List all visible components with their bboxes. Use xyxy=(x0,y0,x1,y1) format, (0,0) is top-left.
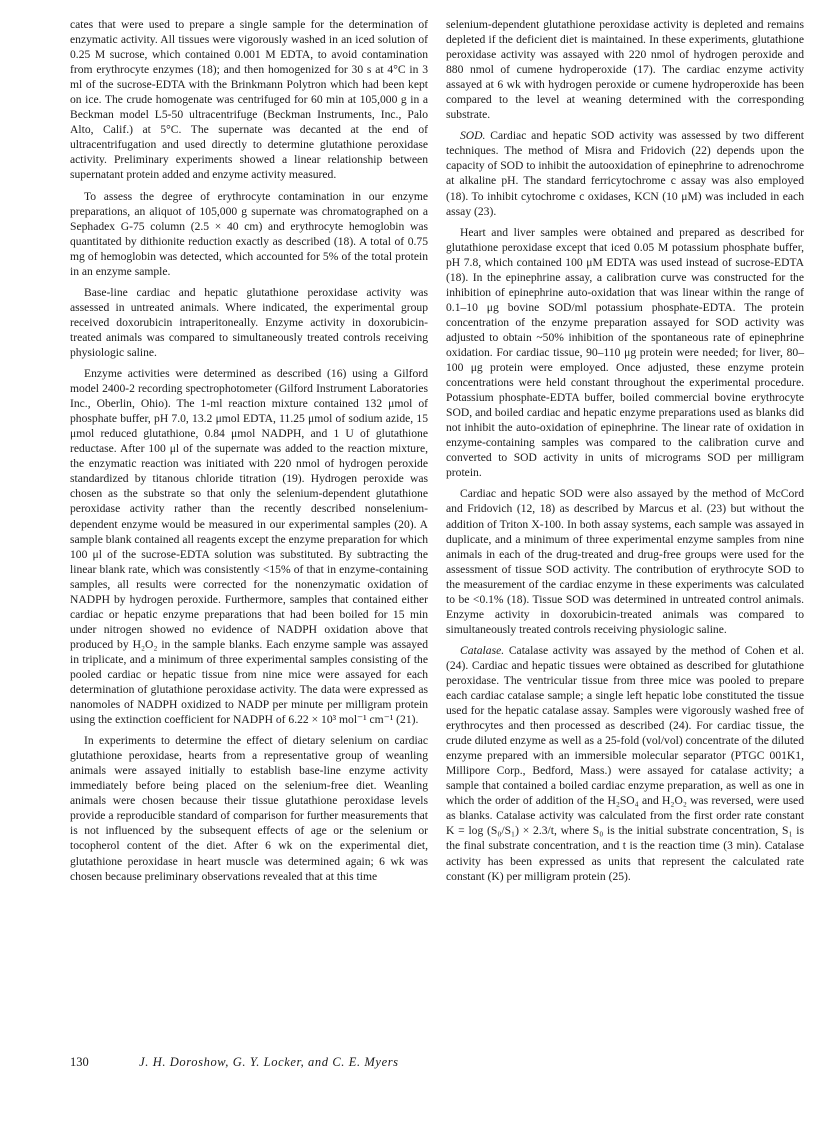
paragraph: selenium-dependent glutathione peroxidase activity is depleted and remains depleted if the deficient diet is maintained. In these experiments, glutathione peroxidase activity was assayed with 220 nmol of hydrogen peroxide and 880 nmol of cumene hydroperoxide (17). The cardiac enzyme activity assayed at 6 wk with hydrogen peroxide or cumene hydroperoxide has been compared to the level at weaning determined with the corresponding substrate. xyxy=(446,18,804,122)
paragraph: cates that were used to prepare a single sample for the determination of enzymatic activity. All tissues were vigorously washed in an iced solution of 0.25 M sucrose, which contained 0.001 M EDTA, to avoid contamination from erythrocyte enzymes (18); and then homogenized for 30 s at 4°C in 3 ml of the sucrose-EDTA with the Brinkmann Polytron which had been kept on ice. The crude homogenate was centrifuged for 60 min at 105,000 g in a Beckman model L5-50 ultracentrifuge (Beckman Instruments, Inc., Palo Alto, Calif.) at 5°C. The supernate was decanted at the end of ultracentrifugation and used directly to determine glutathione peroxidase activity. Preliminary experiments showed a linear relationship between supernatant protein added and enzyme activity measured. xyxy=(70,18,428,182)
catalase-heading: Catalase. xyxy=(460,643,505,657)
paragraph: To assess the degree of erythrocyte contamination in our enzyme preparations, an aliquot of 105,000 g supernate was chromatographed on a Sephadex G-75 column (2.5 × 40 cm) and erythrocyte hemoglobin was quantitated by dithionite reduction exactly as described (18). A total of 0.75 mg of hemoglobin was detected, which accounted for 5% of the total protein in an enzyme sample. xyxy=(70,189,428,278)
paragraph: Base-line cardiac and hepatic glutathione peroxidase activity was assessed in untreated animals. Where indicated, the experimental group received doxorubicin intraperitoneally. Enzyme activity in doxorubicin-treated animals was compared to simultaneously treated controls receiving physiologic saline. xyxy=(70,285,428,359)
right-column xyxy=(446,17,804,890)
paragraph: Enzyme activities were determined as described (16) using a Gilford model 2400-2 recording spectrophotometer (Gilford Instrument Laboratories Inc., Oberlin, Ohio). The 1-ml reaction mixture contained 132 μmol of phosphate buffer, pH 7.0, 13.2 μmol EDTA, 11.25 μmol of sodium azide, 15 μmol reduced glutathione, 0.84 μmol NADPH, and 1 U of glutathione reductase. After 100 μl of the supernate was added to the reaction mixture, the enzymatic reaction was initiated with 220 nmol of hydrogen peroxide standardized by titanous chloride titration (19). Hydrogen peroxide was chosen as the substrate so that only the selenium-dependent glutathione peroxidase activity rather than the recently described nonselenium-dependent enzyme would be measured in our experimental samples (20). A sample blank contained all reagents except the enzyme preparation for which 100 μl of the sucrose-EDTA solution was substituted. By subtracting the linear blank rate, which was consistently <15% of that in enzyme-containing samples, all results were corrected for the nonenzymatic oxidation of NADPH by hydrogen peroxide. Furthermore, samples that contained either cardiac or hepatic enzyme preparations that had been boiled for 15 min under nitrogen showed no evidence of NADPH oxidation above that produced by H₂O₂ in the sample blanks. Each enzyme sample was assayed in triplicate, and a minimum of three experimental samples consisting of the pooled cardiac or hepatic tissue from nine mice were assayed for each determination of glutathione peroxidase activity. The data were expressed as nanomoles of NADPH oxidized to NADP per minute per milligram protein using the extinction coefficient for NADPH of 6.22 × 10³ mol⁻¹ cm⁻¹ (21). xyxy=(70,367,428,727)
page-number: 130 xyxy=(70,1055,89,1069)
paragraph: In experiments to determine the effect of dietary selenium on cardiac glutathione peroxidase, hearts from a representative group of weanling animals were assayed initially to establish base-line enzyme activity immediately before being placed on the selenium-free diet. Weanling animals were chosen because their tissue glutathione peroxidase levels provide a reproducible standard of comparison for further measurements that is not influenced by the subsequent effects of age or the selenium or tocopherol content of the diet. After 6 wk on the experimental diet, glutathione peroxidase in heart muscle was determined again; 6 wk was chosen because preliminary observations revealed that at this time xyxy=(70,734,428,883)
page-footer xyxy=(70,1055,770,1070)
paragraph: Cardiac and hepatic SOD were also assayed by the method of McCord and Fridovich (12, 18) as described by Marcus et al. (23) but without the addition of Triton X-100. In both assay systems, each sample was assayed in duplicate, and a minimum of three experimental enzyme samples from nine animals in each of the drug-treated and drug-free groups were used for the assessment of tissue SOD activity. The contribution of erythrocyte SOD to the measurement of the cardiac enzyme in these experiments was calculated to be <0.1% (18). Tissue SOD was determined in untreated control animals. Enzyme activity in doxorubicin-treated animals was compared to simultaneously treated controls receiving physiologic saline. xyxy=(446,487,804,636)
author-line: J. H. Doroshow, G. Y. Locker, and C. E. Myers xyxy=(139,1055,399,1069)
sod-section-paragraph xyxy=(446,128,804,218)
paragraph: Heart and liver samples were obtained and prepared as described for glutathione peroxidase except that iced 0.05 M potassium phosphate buffer, pH 7.8, which contained 100 μM EDTA was used instead of sucrose-EDTA (18). In the epinephrine assay, a calibration curve was constructed for the inhibition of epinephrine auto-oxidation that was linear within the range of 0.1–10 μg bovine SOD/ml potassium phosphate-EDTA. The protein concentration of the enzyme preparation assayed for SOD activity was adjusted to obtain ~50% inhibition of the spontaneous rate of epinephrine oxidation. For cardiac tissue, 90–110 μg protein were needed; for liver, 80–100 μg protein were employed. Once adjusted, these enzyme protein concentrations were held constant throughout the experimental procedure. Potassium phosphate-EDTA buffer, boiled commercial bovine erythrocyte SOD, and boiled cardiac and hepatic enzyme preparations used as blanks did not inhibit the auto-oxidation of epinephrine. The linear rate of oxidation in enzyme-containing samples was compared to the calibration curve and converted to SOD activity in units of micrograms SOD per milligram protein. xyxy=(446,225,804,480)
catalase-section-paragraph xyxy=(446,643,804,884)
sod-heading: SOD. xyxy=(460,129,486,143)
left-column xyxy=(70,17,428,890)
catalase-body: Catalase activity was assayed by the method of Cohen et al. (24). Cardiac and hepatic tissues were obtained as described for glutathione peroxidase. The ventricular tissue from three mice was pooled to prepare each cardiac catalase sample; a single left hepatic lobe constituted the tissue used for the hepatic catalase assay. Samples were vigorously washed free of erythrocytes and then processed as described (24). For cardiac tissue, the crude diluted enzyme as well as a 25-fold (vol/vol) concentrate of the diluted enzyme prepared with an immersible molecular separator (PTGC 001K1, Millipore Corp., Bedford, Mass.) were assayed for catalase activity; a sample that contained a boiled cardiac enzyme preparation, as well as one in which the order of addition of the H₂SO₄ and H₂O₂ was reversed, were used as blanks. Catalase activity was calculated from the first order rate constant K = log (S₀/S₁) × 2.3/t, where S₀ is the initial substrate concentration, S₁ is the final substrate concentration, and t is the reaction time (3 min). Catalase activity has been expressed as units that represent the calculated rate constant (K) per milligram protein (25). xyxy=(446,643,804,883)
sod-body: Cardiac and hepatic SOD activity was assessed by two different techniques. The method of Misra and Fridovich (22) depends upon the capacity of SOD to inhibit the autooxidation of epinephrine to adrenochrome at alkaline pH. The standard ferricytochrome c assay was also employed (18). To inhibit cytochrome c oxidases, KCN (10 μM) was included in each assay (23). xyxy=(446,129,805,218)
